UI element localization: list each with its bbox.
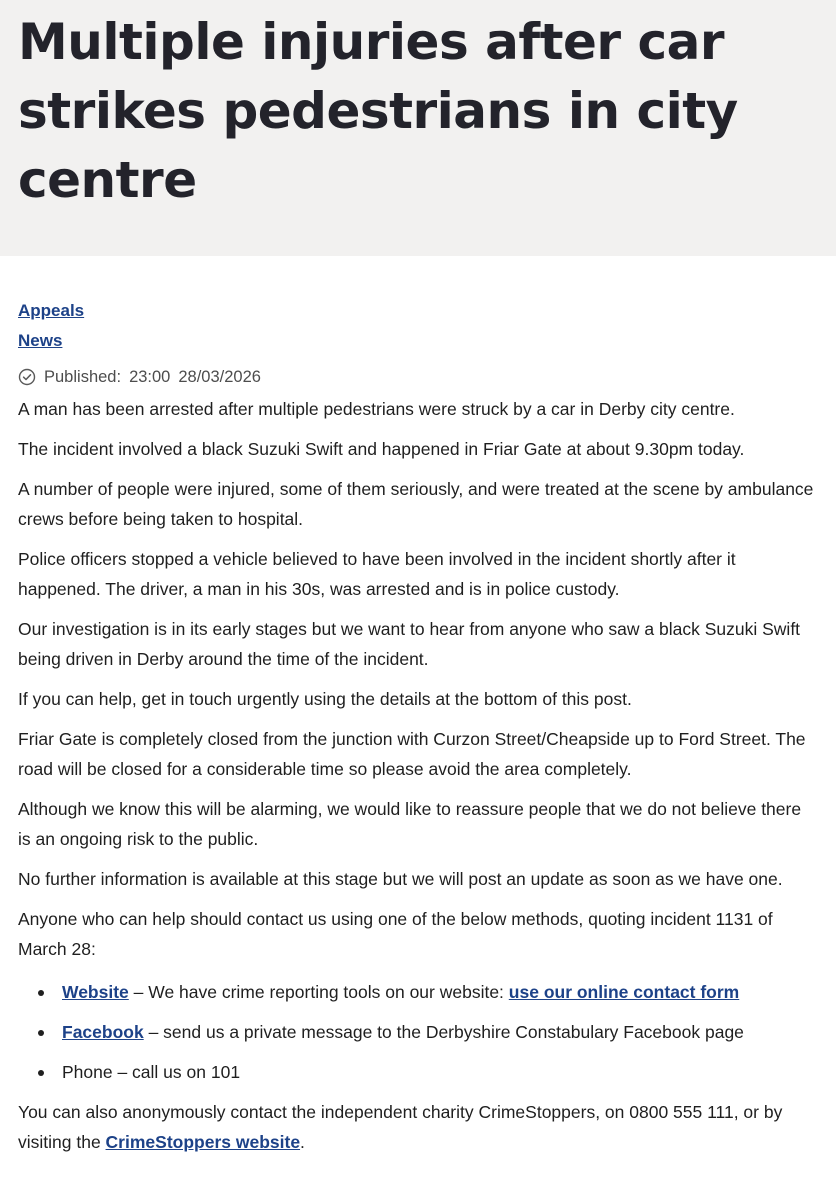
paragraph: Although we know this will be alarming, we would like to reassure people that we do not believe there is an ongoing risk to the public. xyxy=(18,799,802,849)
closing-text: You can also anonymously contact the independent charity CrimeStoppers, on 0800 555 111, or by visiting the xyxy=(18,1102,783,1152)
published-info xyxy=(18,360,818,394)
check-circle-icon xyxy=(18,368,36,386)
article-header xyxy=(0,0,836,256)
crimestoppers-website-link[interactable]: CrimeStoppers website xyxy=(105,1132,301,1152)
published-date: 28/03/2026 xyxy=(178,367,261,386)
contact-item-facebook xyxy=(62,1017,818,1047)
published-label: Published: xyxy=(44,367,122,386)
phone-description: Phone – call us on 101 xyxy=(62,1062,241,1082)
closing-end: . xyxy=(300,1132,305,1152)
category-links xyxy=(18,296,818,356)
category-link-news[interactable]: News xyxy=(18,331,63,350)
contact-methods-list xyxy=(18,977,818,1087)
paragraph: Our investigation is in its early stages but we want to hear from anyone who saw a black Suzuki Swift being driven in Derby around the time of the incident. xyxy=(18,619,801,669)
online-contact-form-link[interactable]: use our online contact form xyxy=(508,982,740,1002)
paragraph: Anyone who can help should contact us using one of the below methods, quoting incident 1131 of March 28: xyxy=(18,909,773,959)
category-link-appeals[interactable]: Appeals xyxy=(18,301,85,320)
article-content xyxy=(0,296,836,1157)
paragraph: Police officers stopped a vehicle believed to have been involved in the incident shortly after it happened. The driver, a man in his 30s, was arrested and is in police custody. xyxy=(18,549,736,599)
paragraph: No further information is available at this stage but we will post an update as soon as we have one. xyxy=(18,869,783,889)
paragraph: If you can help, get in touch urgently using the details at the bottom of this post. xyxy=(18,689,632,709)
paragraph: Friar Gate is completely closed from the junction with Curzon Street/Cheapside up to Ford Street. The road will be closed for a considerable time so please avoid the area completely. xyxy=(18,729,806,779)
website-link[interactable]: Website xyxy=(62,982,129,1002)
article-title: Multiple injuries after car strikes pedestrians in city centre xyxy=(18,13,738,209)
contact-item-phone xyxy=(62,1057,818,1087)
paragraph: A man has been arrested after multiple pedestrians were struck by a car in Derby city centre. xyxy=(18,399,735,419)
published-time: 23:00 xyxy=(129,367,171,386)
contact-item-website xyxy=(62,977,818,1007)
facebook-description: – send us a private message to the Derbyshire Constabulary Facebook page xyxy=(143,1022,744,1042)
facebook-link[interactable]: Facebook xyxy=(62,1022,144,1042)
closing-paragraph xyxy=(18,1097,818,1157)
website-description: – We have crime reporting tools on our website: xyxy=(128,982,509,1002)
paragraph: The incident involved a black Suzuki Swift and happened in Friar Gate at about 9.30pm today. xyxy=(18,439,745,459)
paragraph: A number of people were injured, some of them seriously, and were treated at the scene by ambulance crews before being taken to hospital. xyxy=(18,479,814,529)
article-body xyxy=(18,394,818,1157)
